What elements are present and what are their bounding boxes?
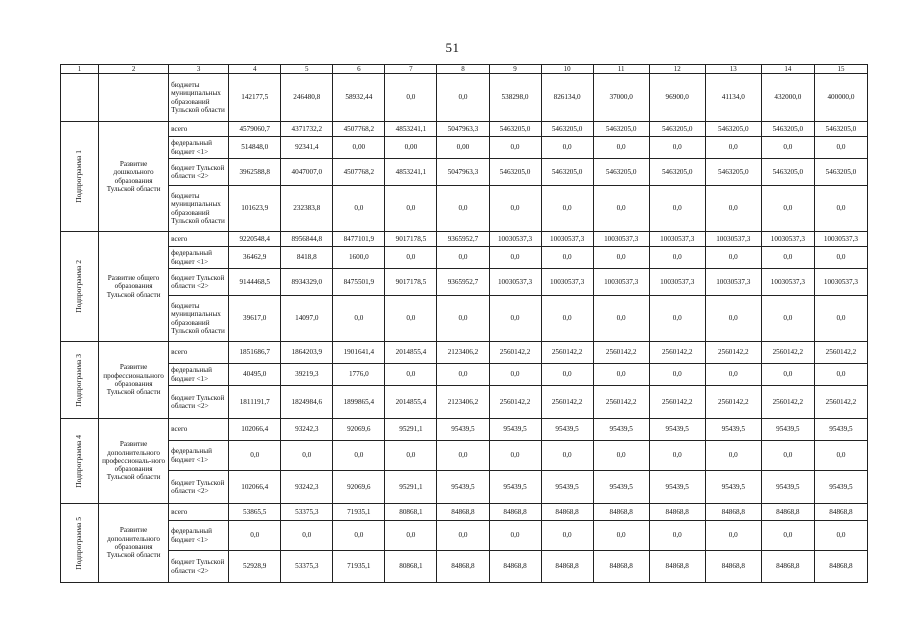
table-row [61, 441, 868, 471]
value-cell: 0,0 [437, 74, 489, 122]
value-cell: 84868,8 [489, 551, 541, 583]
value-cell: 0,0 [761, 521, 814, 551]
value-cell: 10030537,3 [541, 232, 593, 247]
value-cell: 95439,5 [814, 419, 867, 441]
value-cell: 10030537,3 [489, 232, 541, 247]
value-cell: 1824984,6 [281, 386, 333, 419]
value-cell: 0,0 [437, 296, 489, 342]
value-cell: 514848,0 [229, 137, 281, 159]
value-cell: 10030537,3 [649, 232, 705, 247]
value-cell: 5463205,0 [705, 122, 761, 137]
subprogram-label-cell [61, 504, 99, 583]
table-row [61, 504, 868, 521]
value-cell: 84868,8 [649, 551, 705, 583]
value-cell: 4853241,1 [385, 159, 437, 186]
value-cell: 84868,8 [814, 551, 867, 583]
value-cell: 2560142,2 [761, 386, 814, 419]
value-cell: 1776,0 [333, 364, 385, 386]
value-cell: 39219,3 [281, 364, 333, 386]
value-cell: 58932,44 [333, 74, 385, 122]
column-number: 8 [437, 65, 489, 74]
funding-source: федеральный бюджет <1> [169, 247, 229, 269]
value-cell: 5463205,0 [814, 159, 867, 186]
value-cell: 0,0 [761, 296, 814, 342]
value-cell: 1600,0 [333, 247, 385, 269]
value-cell: 101623,9 [229, 186, 281, 232]
value-cell: 0,00 [437, 137, 489, 159]
funding-source: федеральный бюджет <1> [169, 441, 229, 471]
table-row [61, 137, 868, 159]
value-cell: 0,0 [541, 364, 593, 386]
value-cell: 95291,1 [385, 419, 437, 441]
value-cell: 8477101,9 [333, 232, 385, 247]
value-cell: 0,0 [385, 296, 437, 342]
value-cell: 0,0 [649, 137, 705, 159]
value-cell: 5463205,0 [541, 122, 593, 137]
value-cell: 2560142,2 [814, 342, 867, 364]
value-cell: 84868,8 [649, 504, 705, 521]
funding-source: федеральный бюджет <1> [169, 364, 229, 386]
value-cell: 93242,3 [281, 471, 333, 504]
subprogram-label: Подпрограмма 5 [74, 516, 84, 570]
value-cell: 5463205,0 [705, 159, 761, 186]
funding-source: бюджеты муниципальных образований Тульской области [169, 296, 229, 342]
subprogram-label-cell [61, 232, 99, 342]
value-cell: 0,0 [705, 186, 761, 232]
table-row [61, 74, 868, 122]
column-number: 5 [281, 65, 333, 74]
funding-source: бюджеты муниципальных образований Тульской области [169, 186, 229, 232]
value-cell: 3962588,8 [229, 159, 281, 186]
funding-source: бюджет Тульской области <2> [169, 471, 229, 504]
value-cell: 4507768,2 [333, 122, 385, 137]
value-cell: 0,0 [385, 521, 437, 551]
value-cell: 0,0 [593, 364, 649, 386]
column-number: 3 [169, 65, 229, 74]
value-cell: 0,0 [761, 137, 814, 159]
table-row [61, 247, 868, 269]
empty-cell [99, 74, 169, 122]
value-cell: 37000,0 [593, 74, 649, 122]
value-cell: 0,0 [437, 186, 489, 232]
value-cell: 52928,9 [229, 551, 281, 583]
value-cell: 0,0 [593, 186, 649, 232]
value-cell: 826134,0 [541, 74, 593, 122]
empty-cell [61, 74, 99, 122]
table-row [61, 269, 868, 296]
subprogram-label-cell [61, 342, 99, 419]
value-cell: 2560142,2 [649, 342, 705, 364]
table-row [61, 159, 868, 186]
value-cell: 95439,5 [705, 471, 761, 504]
funding-source: всего [169, 122, 229, 137]
funding-source: федеральный бюджет <1> [169, 521, 229, 551]
value-cell: 96900,0 [649, 74, 705, 122]
value-cell: 5463205,0 [541, 159, 593, 186]
value-cell: 2123406,2 [437, 342, 489, 364]
value-cell: 0,0 [437, 441, 489, 471]
value-cell: 10030537,3 [814, 269, 867, 296]
value-cell: 0,0 [385, 441, 437, 471]
value-cell: 95439,5 [761, 419, 814, 441]
value-cell: 84868,8 [489, 504, 541, 521]
value-cell: 93242,3 [281, 419, 333, 441]
value-cell: 0,00 [385, 137, 437, 159]
value-cell: 95439,5 [593, 419, 649, 441]
value-cell: 1811191,7 [229, 386, 281, 419]
value-cell: 0,0 [705, 521, 761, 551]
value-cell: 0,0 [705, 296, 761, 342]
value-cell: 1901641,4 [333, 342, 385, 364]
subprogram-name: Развитие профессионального образования Тульской области [99, 342, 169, 419]
column-number: 2 [99, 65, 169, 74]
value-cell: 0,0 [229, 441, 281, 471]
value-cell: 2560142,2 [489, 386, 541, 419]
value-cell: 1864203,9 [281, 342, 333, 364]
value-cell: 71935,1 [333, 504, 385, 521]
value-cell: 2560142,2 [761, 342, 814, 364]
value-cell: 9144468,5 [229, 269, 281, 296]
value-cell: 53375,3 [281, 551, 333, 583]
value-cell: 0,0 [489, 247, 541, 269]
value-cell: 0,0 [333, 186, 385, 232]
table-row [61, 521, 868, 551]
value-cell: 9017178,5 [385, 232, 437, 247]
value-cell: 80868,1 [385, 551, 437, 583]
column-number: 7 [385, 65, 437, 74]
subprogram-name: Развитие дополнительного образования Тульской области [99, 504, 169, 583]
value-cell: 0,0 [705, 247, 761, 269]
subprogram-label-cell [61, 419, 99, 504]
value-cell: 95439,5 [541, 419, 593, 441]
subprogram-label: Подпрограмма 4 [74, 434, 84, 488]
value-cell: 0,0 [814, 247, 867, 269]
value-cell: 0,0 [814, 137, 867, 159]
value-cell: 0,0 [541, 247, 593, 269]
value-cell: 95439,5 [437, 419, 489, 441]
value-cell: 5047963,3 [437, 122, 489, 137]
value-cell: 10030537,3 [593, 269, 649, 296]
value-cell: 84868,8 [705, 504, 761, 521]
value-cell: 5463205,0 [649, 122, 705, 137]
table-row [61, 232, 868, 247]
subprogram-label: Подпрограмма 1 [74, 150, 84, 203]
value-cell: 5463205,0 [489, 159, 541, 186]
value-cell: 232383,8 [281, 186, 333, 232]
value-cell: 0,0 [705, 441, 761, 471]
value-cell: 2560142,2 [541, 342, 593, 364]
table-row [61, 342, 868, 364]
funding-source: бюджет Тульской области <2> [169, 159, 229, 186]
value-cell: 10030537,3 [649, 269, 705, 296]
column-number: 14 [761, 65, 814, 74]
value-cell: 95439,5 [541, 471, 593, 504]
value-cell: 5463205,0 [761, 122, 814, 137]
value-cell: 0,0 [593, 441, 649, 471]
table-row [61, 364, 868, 386]
value-cell: 53375,3 [281, 504, 333, 521]
value-cell: 9220548,4 [229, 232, 281, 247]
value-cell: 0,0 [541, 137, 593, 159]
value-cell: 0,0 [437, 364, 489, 386]
funding-source: бюджеты муниципальных образований Тульской области [169, 74, 229, 122]
value-cell: 5463205,0 [649, 159, 705, 186]
value-cell: 53865,5 [229, 504, 281, 521]
value-cell: 92341,4 [281, 137, 333, 159]
value-cell: 0,0 [281, 441, 333, 471]
value-cell: 4507768,2 [333, 159, 385, 186]
value-cell: 0,0 [489, 364, 541, 386]
value-cell: 0,0 [649, 364, 705, 386]
budget-table [60, 64, 868, 583]
table-row [61, 186, 868, 232]
value-cell: 10030537,3 [489, 269, 541, 296]
value-cell: 0,0 [333, 296, 385, 342]
value-cell: 102066,4 [229, 419, 281, 441]
value-cell: 0,0 [333, 521, 385, 551]
value-cell: 0,0 [489, 296, 541, 342]
value-cell: 39617,0 [229, 296, 281, 342]
value-cell: 2560142,2 [593, 386, 649, 419]
value-cell: 2123406,2 [437, 386, 489, 419]
value-cell: 0,0 [593, 521, 649, 551]
value-cell: 0,0 [814, 364, 867, 386]
value-cell: 1899865,4 [333, 386, 385, 419]
value-cell: 40495,0 [229, 364, 281, 386]
value-cell: 84868,8 [593, 504, 649, 521]
value-cell: 0,0 [489, 186, 541, 232]
funding-source: всего [169, 232, 229, 247]
funding-source: всего [169, 342, 229, 364]
value-cell: 95439,5 [593, 471, 649, 504]
value-cell: 5463205,0 [489, 122, 541, 137]
value-cell: 2560142,2 [593, 342, 649, 364]
value-cell: 5463205,0 [814, 122, 867, 137]
value-cell: 84868,8 [437, 551, 489, 583]
value-cell: 0,0 [541, 296, 593, 342]
value-cell: 84868,8 [705, 551, 761, 583]
value-cell: 2560142,2 [705, 342, 761, 364]
value-cell: 0,0 [593, 137, 649, 159]
value-cell: 0,0 [649, 296, 705, 342]
value-cell: 0,0 [541, 186, 593, 232]
value-cell: 10030537,3 [541, 269, 593, 296]
column-number-row [61, 65, 868, 74]
column-number: 13 [705, 65, 761, 74]
value-cell: 0,0 [541, 521, 593, 551]
value-cell: 95439,5 [437, 471, 489, 504]
value-cell: 0,0 [649, 521, 705, 551]
value-cell: 5463205,0 [593, 122, 649, 137]
value-cell: 4579060,7 [229, 122, 281, 137]
value-cell: 102066,4 [229, 471, 281, 504]
subprogram-label: Подпрограмма 2 [74, 260, 84, 313]
value-cell: 84868,8 [761, 551, 814, 583]
value-cell: 84868,8 [437, 504, 489, 521]
value-cell: 0,0 [761, 364, 814, 386]
value-cell: 2560142,2 [705, 386, 761, 419]
column-number: 9 [489, 65, 541, 74]
value-cell: 0,0 [437, 247, 489, 269]
column-number: 15 [814, 65, 867, 74]
value-cell: 95439,5 [489, 419, 541, 441]
value-cell: 92069,6 [333, 419, 385, 441]
value-cell: 0,0 [761, 441, 814, 471]
value-cell: 8934329,0 [281, 269, 333, 296]
value-cell: 0,0 [385, 74, 437, 122]
subprogram-label-cell [61, 122, 99, 232]
value-cell: 0,0 [649, 441, 705, 471]
value-cell: 92069,6 [333, 471, 385, 504]
value-cell: 8418,8 [281, 247, 333, 269]
value-cell: 0,0 [541, 441, 593, 471]
value-cell: 246480,8 [281, 74, 333, 122]
value-cell: 0,0 [385, 247, 437, 269]
page-number: 51 [445, 40, 460, 55]
value-cell: 10030537,3 [593, 232, 649, 247]
value-cell: 5047963,3 [437, 159, 489, 186]
funding-source: всего [169, 419, 229, 441]
value-cell: 84868,8 [541, 504, 593, 521]
value-cell: 5463205,0 [761, 159, 814, 186]
value-cell: 95291,1 [385, 471, 437, 504]
value-cell: 0,00 [333, 137, 385, 159]
value-cell: 95439,5 [649, 419, 705, 441]
value-cell: 95439,5 [489, 471, 541, 504]
column-number: 6 [333, 65, 385, 74]
value-cell: 84868,8 [593, 551, 649, 583]
value-cell: 2560142,2 [649, 386, 705, 419]
table-row [61, 296, 868, 342]
value-cell: 0,0 [385, 364, 437, 386]
column-number: 12 [649, 65, 705, 74]
value-cell: 9365952,7 [437, 232, 489, 247]
value-cell: 4047007,0 [281, 159, 333, 186]
value-cell: 5463205,0 [593, 159, 649, 186]
value-cell: 0,0 [649, 186, 705, 232]
value-cell: 95439,5 [814, 471, 867, 504]
column-number: 1 [61, 65, 99, 74]
value-cell: 0,0 [333, 441, 385, 471]
value-cell: 4371732,2 [281, 122, 333, 137]
value-cell: 84868,8 [761, 504, 814, 521]
value-cell: 14097,0 [281, 296, 333, 342]
value-cell: 10030537,3 [761, 269, 814, 296]
value-cell: 1851686,7 [229, 342, 281, 364]
value-cell: 10030537,3 [705, 269, 761, 296]
funding-source: бюджет Тульской области <2> [169, 551, 229, 583]
value-cell: 0,0 [437, 521, 489, 551]
value-cell: 2560142,2 [541, 386, 593, 419]
value-cell: 0,0 [649, 247, 705, 269]
table-row [61, 551, 868, 583]
value-cell: 4853241,1 [385, 122, 437, 137]
subprogram-name: Развитие общего образования Тульской области [99, 232, 169, 342]
value-cell: 10030537,3 [814, 232, 867, 247]
column-number: 10 [541, 65, 593, 74]
value-cell: 0,0 [814, 441, 867, 471]
value-cell: 80868,1 [385, 504, 437, 521]
value-cell: 142177,5 [229, 74, 281, 122]
table-row [61, 386, 868, 419]
funding-source: всего [169, 504, 229, 521]
value-cell: 400000,0 [814, 74, 867, 122]
value-cell: 0,0 [593, 247, 649, 269]
value-cell: 0,0 [814, 521, 867, 551]
value-cell: 0,0 [489, 137, 541, 159]
value-cell: 95439,5 [705, 419, 761, 441]
value-cell: 538298,0 [489, 74, 541, 122]
value-cell: 84868,8 [541, 551, 593, 583]
value-cell: 10030537,3 [705, 232, 761, 247]
value-cell: 0,0 [705, 364, 761, 386]
value-cell: 0,0 [705, 137, 761, 159]
value-cell: 84868,8 [814, 504, 867, 521]
value-cell: 9017178,5 [385, 269, 437, 296]
funding-source: бюджет Тульской области <2> [169, 269, 229, 296]
value-cell: 0,0 [761, 247, 814, 269]
table-row [61, 122, 868, 137]
value-cell: 41134,0 [705, 74, 761, 122]
table-row [61, 471, 868, 504]
value-cell: 9365952,7 [437, 269, 489, 296]
value-cell: 2560142,2 [814, 386, 867, 419]
value-cell: 95439,5 [649, 471, 705, 504]
value-cell: 0,0 [489, 521, 541, 551]
value-cell: 95439,5 [761, 471, 814, 504]
subprogram-name: Развитие дополнительного профессиональ-ного образования Тульской области [99, 419, 169, 504]
value-cell: 0,0 [385, 186, 437, 232]
value-cell: 0,0 [281, 521, 333, 551]
value-cell: 36462,9 [229, 247, 281, 269]
value-cell: 2560142,2 [489, 342, 541, 364]
value-cell: 0,0 [761, 186, 814, 232]
value-cell: 0,0 [593, 296, 649, 342]
value-cell: 8956844,8 [281, 232, 333, 247]
value-cell: 10030537,3 [761, 232, 814, 247]
value-cell: 432000,0 [761, 74, 814, 122]
column-number: 11 [593, 65, 649, 74]
funding-source: бюджет Тульской области <2> [169, 386, 229, 419]
value-cell: 2014855,4 [385, 386, 437, 419]
table-row [61, 419, 868, 441]
value-cell: 0,0 [814, 186, 867, 232]
subprogram-label: Подпрограмма 3 [74, 353, 84, 407]
funding-source: федеральный бюджет <1> [169, 137, 229, 159]
value-cell: 71935,1 [333, 551, 385, 583]
value-cell: 0,0 [814, 296, 867, 342]
value-cell: 2014855,4 [385, 342, 437, 364]
column-number: 4 [229, 65, 281, 74]
value-cell: 8475501,9 [333, 269, 385, 296]
subprogram-name: Развитие дошкольного образования Тульской области [99, 122, 169, 232]
value-cell: 0,0 [489, 441, 541, 471]
value-cell: 0,0 [229, 521, 281, 551]
